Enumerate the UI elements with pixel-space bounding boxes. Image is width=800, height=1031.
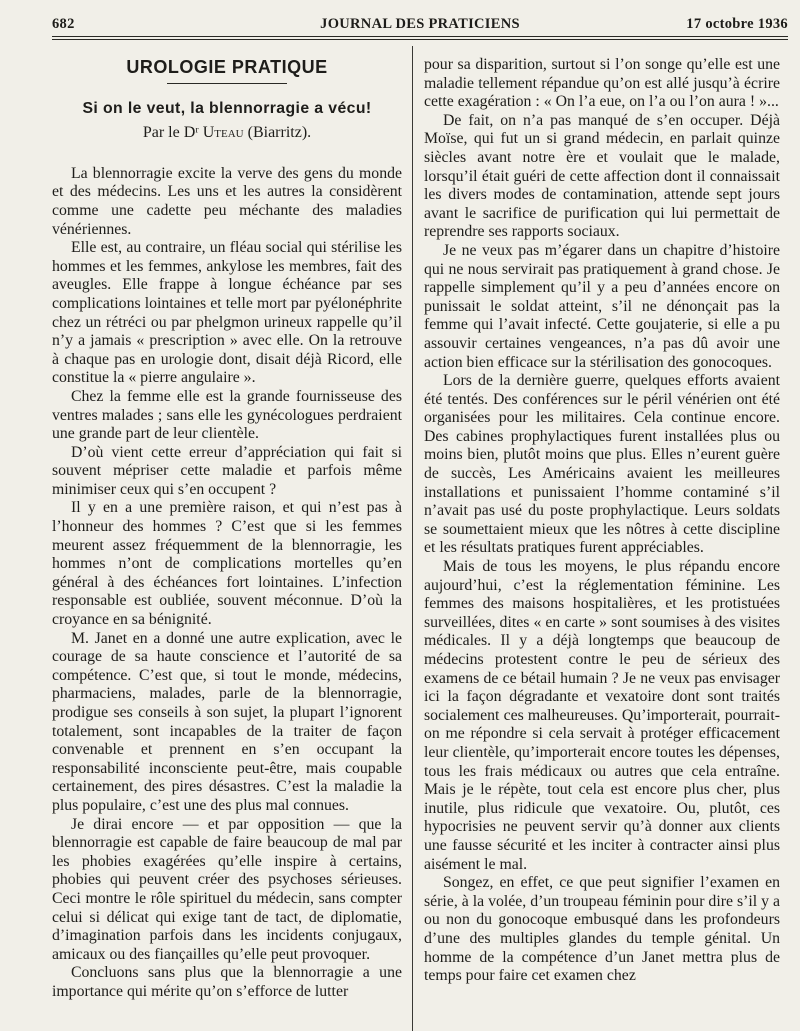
column-divider <box>412 46 413 1031</box>
paragraph: De fait, on n’a pas manqué de s’en occuper. Déjà Moïse, qui fut un si grand médecin, en parlait quinze siècles avant notre ère et voulait que le malade, lorsqu’il était guéri de cette affection dont il connaissait les divers modes de contamination, attende sept jours avant le sacrifice de purification qui lui permettait de reprendre ses rapports sociaux. <box>424 111 780 241</box>
rubric-underline <box>167 83 287 84</box>
page-number: 682 <box>52 16 75 32</box>
paragraph: Chez la femme elle est la grande fournisseuse des ventres malades ; sans elle les gynécologues perdraient une grande part de leur clientèle. <box>52 387 402 443</box>
byline-author: Uteau <box>202 124 244 142</box>
article-title: Si on le veut, la blennorragie a vécu! <box>82 99 372 117</box>
left-column <box>52 50 402 1002</box>
byline-prefix: Par le Dʳ <box>142 124 199 142</box>
paragraph: Il y en a une première raison, et qui n’est pas à l’honneur des hommes ? C’est que si les femmes meurent assez fréquemment de la blennorragie, les hommes n’ont de complications mortelles qu’en général à des échéances fort lointaines. L’infection responsable est oubliée, souvent méconnue. D’où la croyance en sa bénignité. <box>52 499 402 629</box>
paragraph: Mais de tous les moyens, le plus répandu encore aujourd’hui, c’est la réglementation féminine. Les femmes des maisons hospitalières, et les protistuées surveillées, dites « en carte » sont soumises à des visites médicales. Il y a déjà longtemps que beaucoup de médecins protestent contre le peu de sérieux des examens de ce bétail humain ? Je ne veux pas envisager ici la façon dégradante et vexatoire dont sont traités socialement ces malheureuses. Qu’importerait, pourrait-on me répondre si cela servait à protéger efficacement leur clientèle, qu’importerait encore toutes les dépenses, tous les frais médicaux ou autres que cela entraîne. Mais je le répète, tout cela est encore plus cher, plus inutile, plus ridicule que vexatoire. Ou, plutôt, ces hypocrisies ne peuvent servir qu’à donner aux clients une fausse sécurité et les inciter à contracter ainsi plus aisément le mal. <box>424 558 780 873</box>
article-byline <box>52 124 402 143</box>
paragraph: Je ne veux pas m’égarer dans un chapitre d’histoire qui ne nous servirait pas pratiquement à grand chose. Je rappelle simplement qu’il y a peu d’années encore on punissait le soldat atteint, s’il ne dénonçait pas la femme qui l’avait infecté. Cette goujaterie, si elle a pu assouvir certaines vengeances, n’a pas dû avoir une action bien efficace sur la stérilisation des gonocoques. <box>424 241 780 371</box>
page-header <box>52 16 788 38</box>
header-rule <box>52 36 788 37</box>
paragraph: M. Janet en a donné une autre explication, avec le courage de sa haute conscience et l’autorité de sa compétence. C’est que, si tout le monde, médecins, pharmaciens, malades, parle de la blennorragie, prodigue ses conseils à son sujet, la plupart l’ignorent totalement, sont incapables de la traiter de façon convenable et prennent en s’en occupant la responsabilité inconsciente peut-être, mais coupable certainement, des pires désastres. C’est la maladie la plus populaire, c’est une des plus mal connues. <box>52 629 402 814</box>
byline-location: (Biarritz). <box>247 124 312 142</box>
paragraph: Songez, en effet, ce que peut signifier l’examen en série, à la volée, d’un troupeau féminin pour dire s’il y a ou non du gonocoque embusqué dans les profondeurs d’une des multiples glandes du temple génital. Un homme de la compétence d’un Janet mettra plus de temps pour faire cet examen chez <box>424 874 780 985</box>
section-rubric: UROLOGIE PRATIQUE <box>126 57 328 77</box>
journal-title: JOURNAL DES PRATICIENS <box>320 16 520 32</box>
paragraph: D’où vient cette erreur d’appréciation qui fait si souvent mépriser cette maladie et parfois même minimiser ceux qui s’en occupent ? <box>52 443 402 498</box>
header-rule-thin <box>52 39 788 40</box>
paragraph: Concluons sans plus que la blennorragie a une importance qui mérite qu’on s’efforce de lutter <box>52 964 402 1000</box>
paragraph: Je dirai encore — et par opposition — que la blennorragie est capable de faire beaucoup de mal par les phobies exagérées qu’elle inspire à certains, phobies qui peuvent créer des psychoses sérieuses. Ceci montre le rôle spirituel du médecin, sans compter celui si délicat qui exige tant de tact, de diplomatie, d’imagination parfois dans les incidents conjugaux, amicaux ou des fiançailles qu’elle peut provoquer. <box>52 815 402 963</box>
paragraph-continued: pour sa disparition, surtout si l’on songe qu’elle est une maladie tellement répandue qu’on est allé jusqu’à écrire cette exagération : « On l’a eue, on l’a ou l’on aura ! »... <box>424 56 780 111</box>
right-column <box>424 56 780 986</box>
left-column-body <box>52 165 402 1002</box>
paragraph: Lors de la dernière guerre, quelques efforts avaient été tentés. Des conférences sur le péril vénérien ont été organisées pour les militaires. Cela continue encore. Des cabines prophylactiques furent installées plus ou moins bien, plutôt moins que plus. Elles n’eurent guère de succès, Les Américains avaient les meilleures installations et punissaient l’homme contaminé s’il n’avait pas usé du poste prophylactique. Leurs soldats se soumettaient mieux que les nôtres à cette discipline et les résultats pratiques furent appréciables. <box>424 372 780 557</box>
paragraph: Elle est, au contraire, un fléau social qui stérilise les hommes et les femmes, ankylose les membres, fait des aveugles. Elle frappe à longue échéance par ses complications lointaines et telle mort par pyélonéphrite chez un rétréci ou par phelgmon urineux rappelle qu’il n’y a jamais « prescription » avec elle. On la retrouve à chaque pas en urologie dont, disait déjà Ricord, elle constitue la « pierre angulaire ». <box>52 239 402 387</box>
paragraph: La blennorragie excite la verve des gens du monde et des médecins. Les uns et les autres la considèrent comme une cadette peu méchante des maladies vénériennes. <box>52 164 402 238</box>
issue-date: 17 octobre 1936 <box>686 16 788 32</box>
